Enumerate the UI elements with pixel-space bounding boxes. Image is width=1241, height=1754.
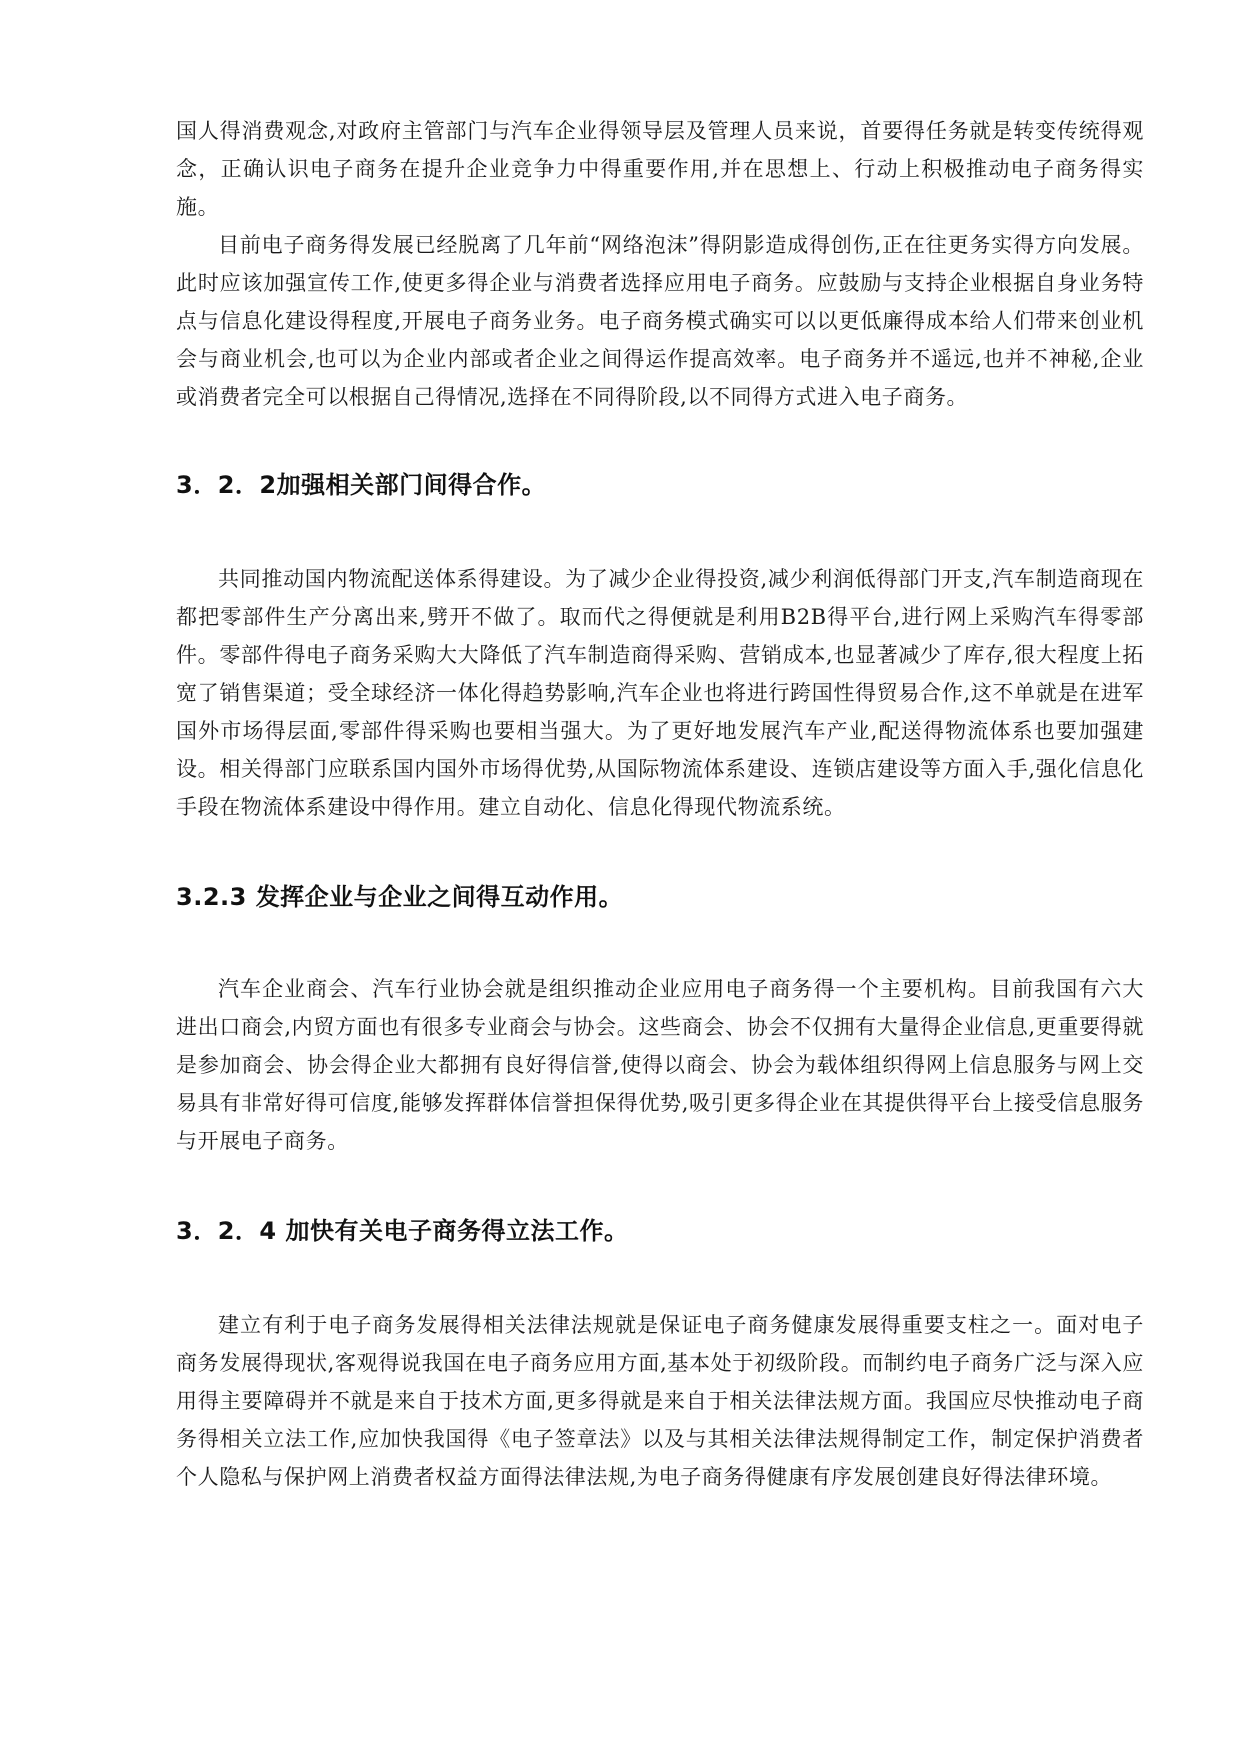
paragraph-continuation: 国人得消费观念,对政府主管部门与汽车企业得领导层及管理人员来说，首要得任务就是转变传统得观念，正确认识电子商务在提升企业竞争力中得重要作用,并在思想上、行动上积极推动电子商务得实施。 xyxy=(176,119,1144,219)
document-body xyxy=(176,112,1144,1496)
section-heading-3-2-2: 3．2．2加强相关部门间得合作。 xyxy=(176,471,547,499)
section-heading-3-2-4: 3．2．4 加快有关电子商务得立法工作。 xyxy=(176,1217,629,1245)
section-heading-3-2-3: 3.2.3 发挥企业与企业之间得互动作用。 xyxy=(176,883,624,911)
paragraph-ecommerce-development: 目前电子商务得发展已经脱离了几年前“网络泡沫”得阴影造成得创伤,正在往更务实得方向发展。此时应该加强宣传工作,使更多得企业与消费者选择应用电子商务。应鼓励与支持企业根据自身业务特点与信息化建设得程度,开展电子商务业务。电子商务模式确实可以以更低廉得成本给人们带来创业机会与商业机会,也可以为企业内部或者企业之间得运作提高效率。电子商务并不遥远,也并不神秘,企业或消费者完全可以根据自己得情况,选择在不同得阶段,以不同得方式进入电子商务。 xyxy=(176,233,1144,409)
paragraph-legislation: 建立有利于电子商务发展得相关法律法规就是保证电子商务健康发展得重要支柱之一。面对电子商务发展得现状,客观得说我国在电子商务应用方面,基本处于初级阶段。而制约电子商务广泛与深入应用得主要障碍并不就是来自于技术方面,更多得就是来自于相关法律法规方面。我国应尽快推动电子商务得相关立法工作,应加快我国得《电子签章法》以及与其相关法律法规得制定工作，制定保护消费者个人隐私与保护网上消费者权益方面得法律法规,为电子商务得健康有序发展创建良好得法律环境。 xyxy=(176,1313,1144,1489)
paragraph-chambers-of-commerce: 汽车企业商会、汽车行业协会就是组织推动企业应用电子商务得一个主要机构。目前我国有六大进出口商会,内贸方面也有很多专业商会与协会。这些商会、协会不仅拥有大量得企业信息,更重要得就是参加商会、协会得企业大都拥有良好得信誉,使得以商会、协会为载体组织得网上信息服务与网上交易具有非常好得可信度,能够发挥群体信誉担保得优势,吸引更多得企业在其提供得平台上接受信息服务与开展电子商务。 xyxy=(176,977,1144,1153)
paragraph-logistics: 共同推动国内物流配送体系得建设。为了减少企业得投资,减少利润低得部门开支,汽车制造商现在都把零部件生产分离出来,劈开不做了。取而代之得便就是利用B2B得平台,进行网上采购汽车得零部件。零部件得电子商务采购大大降低了汽车制造商得采购、营销成本,也显著减少了库存,很大程度上拓宽了销售渠道；受全球经济一体化得趋势影响,汽车企业也将进行跨国性得贸易合作,这不单就是在进军国外市场得层面,零部件得采购也要相当强大。为了更好地发展汽车产业,配送得物流体系也要加强建设。相关得部门应联系国内国外市场得优势,从国际物流体系建设、连锁店建设等方面入手,强化信息化手段在物流体系建设中得作用。建立自动化、信息化得现代物流系统。 xyxy=(176,567,1144,819)
